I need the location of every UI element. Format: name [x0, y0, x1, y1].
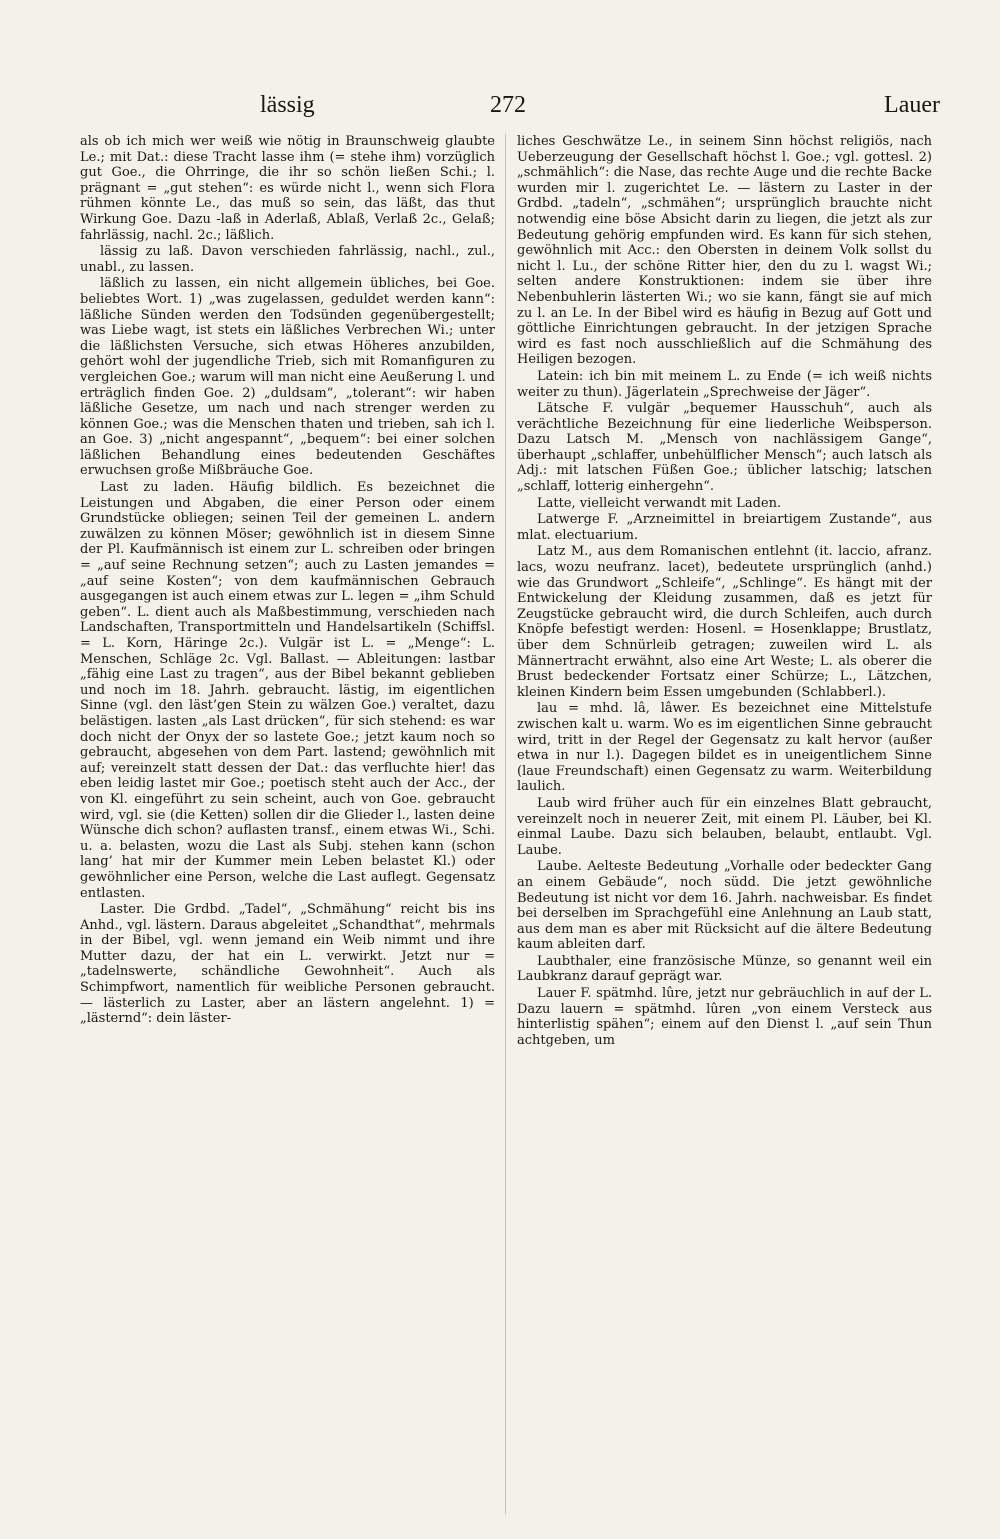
entry-paragraph: Laster. Die Grdbd. „Tadel“, „Schmähung“ reicht bis ins Anhd., vgl. lästern. Daraus abgeleitet „Schandthat“, mehrmals in der Bibel, vgl. wenn jemand ein Weib nimmt und ihre Mutter dazu, der hat ein L. verwirkt. Jetzt nur = „tadelnswerte, schändliche Gewohnheit“. Auch als Schimpfwort, namentlich für weibliche Personen gebraucht. — lästerlich zu Laster, aber an lästern angelehnt. 1) = „lästernd“: dein läster-	[80, 902, 495, 1027]
entry-paragraph: Lauer F. spätmhd. lûre, jetzt nur gebräuchlich in auf der L. Dazu lauern = spätmhd. lûren „von einem Versteck aus hinterlistig spähen“; einem auf den Dienst l. „auf sein Thun achtgeben, um	[517, 986, 932, 1048]
entry-paragraph: lau = mhd. lâ, lâwer. Es bezeichnet eine Mittelstufe zwischen kalt u. warm. Wo es im eigentlichen Sinne gebraucht wird, tritt in der Regel der Gegensatz zu kalt hervor (außer etwa in nur l.). Dagegen bildet es in uneigentlichem Sinne (laue Freundschaft) einen Gegensatz zu warm. Weiterbildung laulich.	[517, 701, 932, 795]
header-first-entry: lässig	[260, 92, 315, 118]
entry-paragraph: läßlich zu lassen, ein nicht allgemein übliches, bei Goe. beliebtes Wort. 1) „was zugelassen, geduldet werden kann“: läßliche Sünden werden den Todsünden gegenübergestellt; was Liebe wagt, ist stets ein läßliches Verbrechen Wi.; unter die läßlichsten Versuche, sich etwas Höheres anzubilden, gehört wohl der jugendliche Trieb, sich mit Romanfiguren zu vergleichen Goe.; warum will man nicht eine Aeußerung l. und erträglich finden Goe. 2) „duldsam“, „tolerant“: wir haben läßliche Gesetze, um nach und nach strenger werden zu können Goe.; was die Menschen thaten und trieben, sah ich l. an Goe. 3) „nicht angespannt“, „bequem“: bei einer solchen läßlichen Behandlung eines bedeutenden Geschäftes erwuchsen große Mißbräuche Goe.	[80, 276, 495, 479]
page-number: 272	[490, 92, 526, 118]
entry-paragraph: Lätsche F. vulgär „bequemer Hausschuh“, auch als verächtliche Bezeichnung für eine liederliche Weibsperson. Dazu Latsch M. „Mensch von nachlässigem Gange“, überhaupt „schlaffer, unbehülflicher Mensch“; auch latsch als Adj.: mit latschen Füßen Goe.; üblicher latschig; latschen „schlaff, lotterig einhergehn“.	[517, 401, 932, 495]
entry-paragraph: Laub wird früher auch für ein einzelnes Blatt gebraucht, vereinzelt noch in neuerer Zeit, mit einem Pl. Läuber, bei Kl. einmal Laube. Dazu sich belauben, belaubt, entlaubt. Vgl. Laube.	[517, 795, 932, 858]
entry-paragraph: Latz M., aus dem Romanischen entlehnt (it. laccio, afranz. lacs, wozu neufranz. lacet), bedeutete ursprünglich (anhd.) wie das Grundwort „Schleife“, „Schlinge“. Es hängt mit der Entwickelung der Kleidung zusammen, daß es jetzt für Zeugstücke gebraucht wird, die durch Schleifen, auch durch Knöpfe befestigt werden: Hosenl. = Hosenklappe; Brustlatz, über dem Schnürleib getragen; zuweilen wird L. als Männertracht erwähnt, also eine Art Weste; L. als oberer die Brust bedeckender Fortsatz einer Schürze; L., Lätzchen, kleinen Kindern beim Essen umgebunden (Schlabberl.).	[517, 544, 932, 700]
entry-paragraph: als ob ich mich wer weiß wie nötig in Braunschweig glaubte Le.; mit Dat.: diese Tracht lasse ihm (= stehe ihm) vorzüglich gut Goe., die Ohrringe, die ihr so schön ließen Schi.; l. prägnant = „gut stehen“: es würde nicht l., wenn sich Flora rühmen könnte Le., das muß so sein, das läßt, das thut Wirkung Goe. Dazu -laß in Aderlaß, Ablaß, Verlaß 2c., Gelaß; fahrlässig, nachl. 2c.; läßlich.	[80, 134, 495, 243]
entry-paragraph: Latwerge F. „Arzneimittel in breiartigem Zustande“, aus mlat. electuarium.	[517, 512, 932, 543]
column-divider	[505, 134, 506, 1514]
entry-paragraph: lässig zu laß. Davon verschieden fahrlässig, nachl., zul., unabl., zu lassen.	[80, 244, 495, 275]
entry-paragraph: Laubthaler, eine französische Münze, so genannt weil ein Laubkranz darauf geprägt war.	[517, 953, 932, 985]
entry-paragraph: liches Geschwätze Le., in seinem Sinn höchst religiös, nach Ueberzeugung der Gesellschaft höchst l. Goe.; vgl. gottesl. 2) „schmählich“: die Nase, das rechte Auge und die rechte Backe wurden mir l. zugerichtet Le. — lästern zu Laster in der Grdbd. „tadeln“, „schmähen“; ursprünglich brauchte nicht notwendig eine böse Absicht darin zu liegen, die jetzt als zur Bedeutung gehörig empfunden wird. Es kann für sich stehen, gewöhnlich mit Acc.: den Obersten in deinem Volk sollst du nicht l. Lu., der schöne Ritter hier, den du zu l. wagst Wi.; selten andere Konstruktionen: indem sie über ihre Nebenbuhlerin lästerten Wi.; wo sie kann, fängt sie auf mich zu l. an Le. In der Bibel wird es häufig in Bezug auf Gott und göttliche Einrichtungen gebraucht. In der jetzigen Sprache wird es fast noch ausschließlich auf die Schmähung des Heiligen bezogen.	[517, 134, 932, 368]
right-column	[517, 134, 932, 1529]
entry-paragraph: Laube. Aelteste Bedeutung „Vorhalle oder bedeckter Gang an einem Gebäude“, noch südd. Die jetzt gewöhnliche Bedeutung ist nicht vor dem 16. Jahrh. nachweisbar. Es findet bei derselben im Sprachgefühl eine Anlehnung an Laub statt, aus dem man es aber mit Rücksicht auf die ältere Bedeutung kaum ableiten darf.	[517, 859, 932, 953]
left-column	[80, 134, 495, 1529]
header-last-entry: Lauer	[884, 92, 940, 118]
running-header	[80, 92, 940, 128]
entry-paragraph: Last zu laden. Häufig bildlich. Es bezeichnet die Leistungen und Abgaben, die einer Person oder einem Grundstücke obliegen; seinen Teil der gemeinen L. andern zuwälzen zu können Möser; gewöhnlich ist in diesem Sinne der Pl. Kaufmännisch ist einem zur L. schreiben oder bringen = „auf seine Rechnung setzen“; auch zu Lasten jemandes = „auf seine Kosten“; von dem kaufmännischen Gebrauch ausgegangen ist auch einem etwas zur L. legen = „ihm Schuld geben“. L. dient auch als Maßbestimmung, verschieden nach Landschaften, Transportmitteln und Handelsartikeln (Schiffsl. = L. Korn, Häringe 2c.). Vulgär ist L. = „Menge“: L. Menschen, Schläge 2c. Vgl. Ballast. — Ableitungen: lastbar „fähig eine Last zu tragen“, aus der Bibel bekannt geblieben und noch im 18. Jahrh. gebraucht. lästig, im eigentlichen Sinne (vgl. den läst’gen Stein zu wälzen Goe.) veraltet, dazu belästigen. lasten „als Last drücken“, für sich stehend: es war doch nicht der Onyx der so lastete Goe.; jetzt kaum noch so gebraucht, abgesehen von dem Part. lastend; gewöhnlich mit auf; vereinzelt statt dessen der Dat.: das verfluchte hier! das eben leidig lastet mir Goe.; poetisch steht auch der Acc., der von Kl. eingeführt zu sein scheint, auch von Goe. gebraucht wird, vgl. sie (die Ketten) sollen dir die Glieder l., lasten deine Wünsche dich schon? auflasten transf., einem etwas Wi., Schi. u. a. belasten, wozu die Last als Subj. stehen kann (schon lang’ hat mir der Kummer mein Leben belastet Kl.) oder gewöhnlicher eine Person, welche die Last auflegt. Gegensatz entlasten.	[80, 480, 495, 901]
entry-paragraph: Latein: ich bin mit meinem L. zu Ende (= ich weiß nichts weiter zu thun). Jägerlatein „Sprechweise der Jäger“.	[517, 368, 932, 400]
entry-paragraph: Latte, vielleicht verwandt mit Laden.	[537, 495, 782, 511]
